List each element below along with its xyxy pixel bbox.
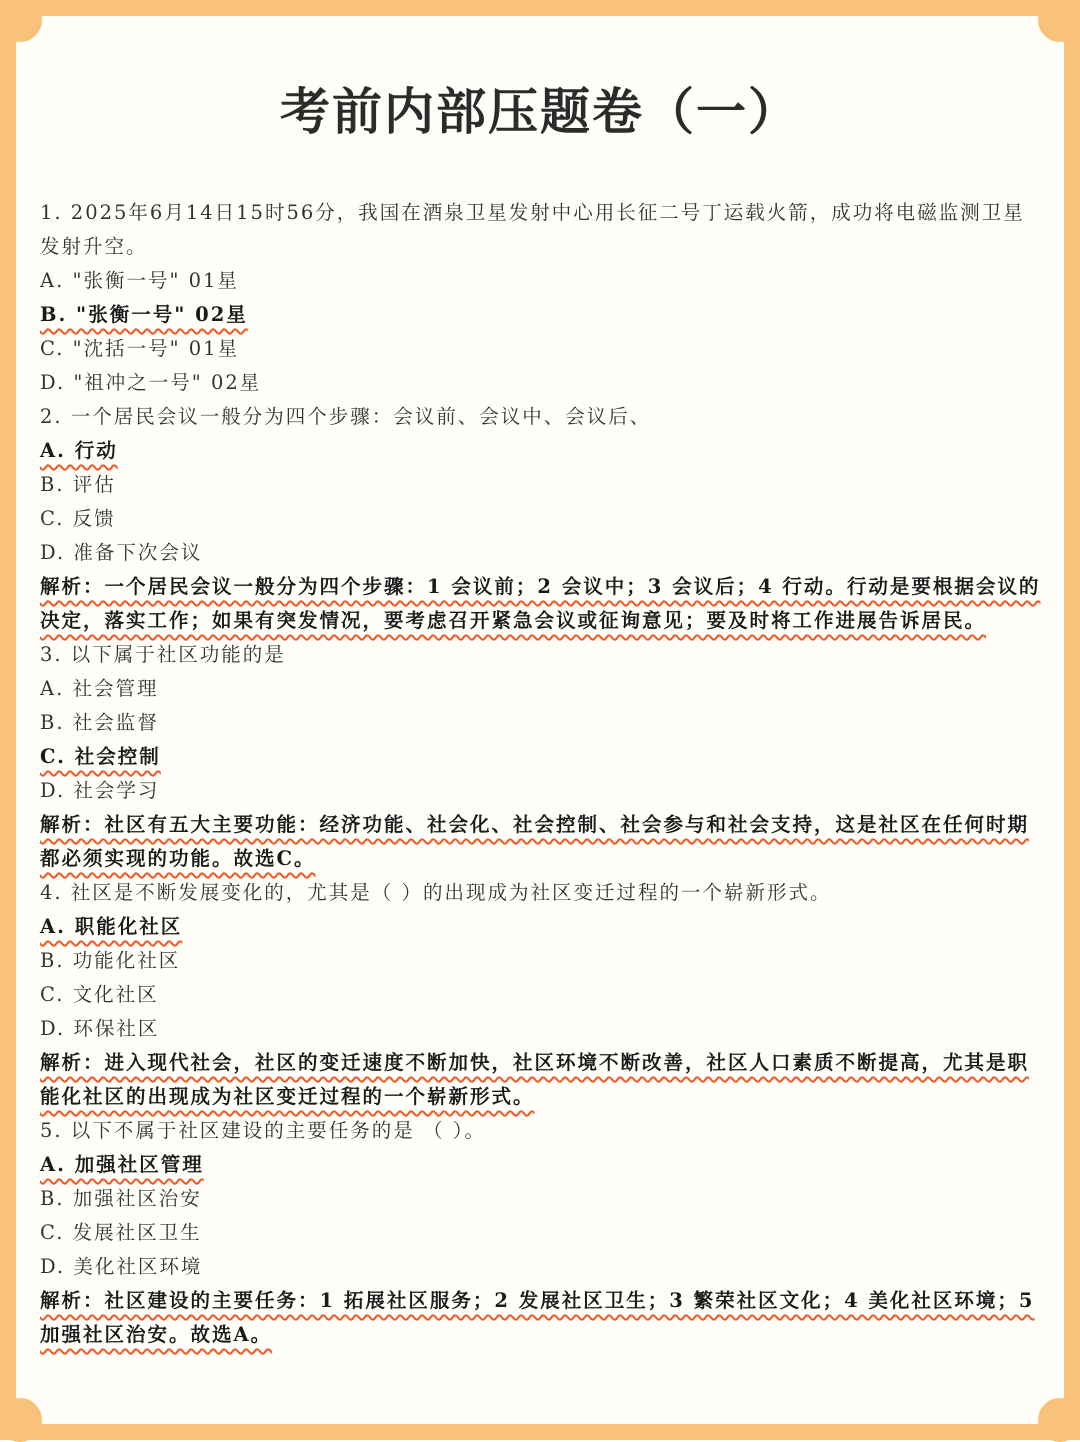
question-2-option-b: B. 评估 xyxy=(40,473,116,496)
question-list xyxy=(40,196,1045,1352)
question-4-option-d: D. 环保社区 xyxy=(40,1017,160,1040)
question-2-option-a xyxy=(40,434,1045,468)
corner-decoration xyxy=(1038,0,1080,42)
question-1-option-d: D. "祖冲之一号" 02星 xyxy=(40,371,262,394)
question-5-option-a xyxy=(40,1148,1045,1182)
question-3-explanation xyxy=(40,808,1045,876)
question-4-option-a xyxy=(40,910,1045,944)
question-3-stem: 3. 以下属于社区功能的是 xyxy=(40,643,286,666)
question-1-option-c: C. "沈括一号" 01星 xyxy=(40,337,240,360)
correct-answer: A. 行动 xyxy=(40,439,118,462)
explanation-text: 解析：社区有五大主要功能：经济功能、社会化、社会控制、社会参与和社会支持，这是社区在任何时期都必须实现的功能。故选C。 xyxy=(40,813,1030,870)
question-5-stem: 5. 以下不属于社区建设的主要任务的是 （ ）。 xyxy=(40,1119,486,1142)
correct-answer: A. 职能化社区 xyxy=(40,915,183,938)
question-5-option-b: B. 加强社区治安 xyxy=(40,1187,202,1210)
question-4-option-c: C. 文化社区 xyxy=(40,983,159,1006)
question-1-option-b xyxy=(40,298,1045,332)
corner-decoration xyxy=(1038,1398,1080,1442)
question-2-option-d: D. 准备下次会议 xyxy=(40,541,203,564)
question-4-stem: 4. 社区是不断发展变化的，尤其是（ ）的出现成为社区变迁过程的一个崭新形式。 xyxy=(40,881,832,904)
question-3-option-d: D. 社会学习 xyxy=(40,779,160,802)
page-title: 考前内部压题卷（一） xyxy=(280,83,800,141)
question-4-option-b: B. 功能化社区 xyxy=(40,949,181,972)
question-5-explanation xyxy=(40,1284,1045,1352)
question-4-explanation xyxy=(40,1046,1045,1114)
question-2-stem: 2. 一个居民会议一般分为四个步骤：会议前、会议中、会议后、 xyxy=(40,405,652,428)
question-3-option-b: B. 社会监督 xyxy=(40,711,159,734)
question-1-option-a: A. "张衡一号" 01星 xyxy=(40,269,239,292)
question-5-option-c: C. 发展社区卫生 xyxy=(40,1221,202,1244)
correct-answer: C. 社会控制 xyxy=(40,745,161,768)
question-2-option-c: C. 反馈 xyxy=(40,507,116,530)
question-3-option-a: A. 社会管理 xyxy=(40,677,159,700)
correct-answer: A. 加强社区管理 xyxy=(40,1153,204,1176)
correct-answer: B. "张衡一号" 02星 xyxy=(40,303,248,326)
explanation-text: 解析：进入现代社会，社区的变迁速度不断加快，社区环境不断改善，社区人口素质不断提高，尤其是职能化社区的出现成为社区变迁过程的一个崭新形式。 xyxy=(40,1051,1030,1108)
explanation-text: 解析：一个居民会议一般分为四个步骤：1 会议前；2 会议中；3 会议后；4 行动。行动是要根据会议的决定，落实工作；如果有突发情况，要考虑召开紧急会议或征询意见；要及时将工作进展告诉居民。 xyxy=(40,575,1041,632)
question-2-explanation xyxy=(40,570,1045,638)
corner-decoration xyxy=(0,1398,42,1442)
question-3-option-c xyxy=(40,740,1045,774)
question-5-option-d: D. 美化社区环境 xyxy=(40,1255,203,1278)
question-1-stem: 1. 2025年6月14日15时56分，我国在酒泉卫星发射中心用长征二号丁运载火箭，成功将电磁监测卫星发射升空。 xyxy=(40,201,1025,258)
explanation-text: 解析：社区建设的主要任务：1 拓展社区服务；2 发展社区卫生；3 繁荣社区文化；4 美化社区环境；5 加强社区治安。故选A。 xyxy=(40,1289,1035,1346)
corner-decoration xyxy=(0,0,42,42)
